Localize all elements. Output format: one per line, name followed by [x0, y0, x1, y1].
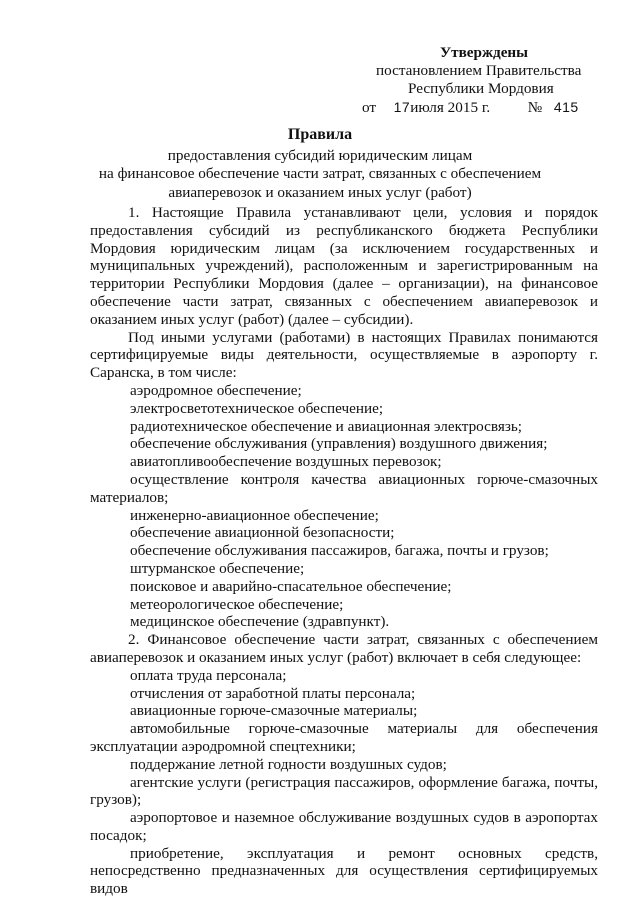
approval-block — [360, 44, 610, 116]
list-item: радиотехническое обеспечение и авиационная электросвязь; — [130, 417, 522, 435]
approval-date-line — [362, 98, 612, 116]
list-item: отчисления от заработной платы персонала; — [130, 684, 416, 702]
list-item: приобретение, эксплуатация и ремонт основных средств, непосредственно предназначенных для осуществления сертифицируемых видов — [90, 844, 598, 898]
decree-number: 415 — [553, 99, 579, 115]
list-item: осуществление контроля качества авиационных горюче-смазочных материалов; — [90, 470, 598, 506]
document-subtitle-line1: предоставления субсидий юридическим лицам — [167, 146, 473, 164]
list-item: обеспечение обслуживания (управления) воздушного движения; — [130, 435, 548, 453]
paragraph-other-services: Под иными услугами (работами) в настоящих Правилах понимаются сертифицируемые виды деятельности, осуществляемые в аэропорту г. Саранска, в том числе: — [90, 328, 598, 382]
approval-title: Утверждены — [440, 44, 529, 61]
document-body — [90, 204, 598, 898]
list-item: авиационные горюче-смазочные материалы; — [130, 702, 418, 720]
list-item: медицинское обеспечение (здравпункт). — [130, 613, 390, 631]
paragraph-2: 2. Финансовое обеспечение части затрат, связанных с обеспечением авиаперевозок и оказанием иных услуг (работ) включает в себя следующее: — [90, 631, 598, 666]
number-prefix: № — [527, 99, 543, 116]
list-item: метеорологическое обеспечение; — [130, 595, 344, 613]
date-month-year: июля 2015 г. — [410, 99, 491, 116]
date-prefix: от — [362, 99, 377, 116]
services-list — [90, 382, 598, 631]
list-item: оплата труда персонала; — [130, 666, 287, 684]
approval-line-republic: Республики Мордовия — [408, 80, 554, 97]
list-item: обеспечение авиационной безопасности; — [130, 524, 395, 542]
list-item: инженерно-авиационное обеспечение; — [130, 506, 379, 524]
list-item: авиатопливообеспечение воздушных перевозок; — [130, 453, 442, 471]
document-subtitle-line2: на финансовое обеспечение части затрат, связанных с обеспечением — [98, 165, 542, 182]
list-item: электросветотехническое обеспечение; — [130, 399, 384, 417]
list-item: аэродромное обеспечение; — [130, 381, 302, 399]
list-item: агентские услуги (регистрация пассажиров, оформление багажа, почты, грузов); — [90, 773, 598, 809]
paragraph-1: 1. Настоящие Правила устанавливают цели, условия и порядок предоставления субсидий из республиканского бюджета Республики Мордовия юридическим лицам (за исключением государственных и муниципальных учреждений), расположенным и зарегистрированным на территории Республики Мордовия (далее – организации), на финансовое обеспечение части затрат, связанных с обеспечением авиаперевозок и оказанием иных услуг (работ) (далее – субсидии). — [90, 204, 598, 328]
document-title: Правила — [287, 126, 353, 143]
list-item: поддержание летной годности воздушных судов; — [130, 755, 447, 773]
list-item: автомобильные горюче-смазочные материалы для обеспечения эксплуатации аэродромной спецтехники; — [90, 720, 598, 755]
document-heading — [0, 126, 640, 202]
list-item: обеспечение обслуживания пассажиров, багажа, почты и грузов; — [130, 542, 549, 560]
list-item: поисковое и аварийно-спасательное обеспечение; — [130, 577, 452, 595]
date-day: 17 — [393, 99, 411, 115]
expenses-list — [90, 667, 598, 898]
list-item: аэропортовое и наземное обслуживание воздушных судов в аэропортах посадок; — [90, 809, 598, 844]
list-item: штурманское обеспечение; — [130, 559, 305, 577]
document-subtitle-line3: авиаперевозок и оказанием иных услуг (работ) — [168, 183, 472, 201]
approval-line-government: постановлением Правительства — [376, 62, 582, 79]
